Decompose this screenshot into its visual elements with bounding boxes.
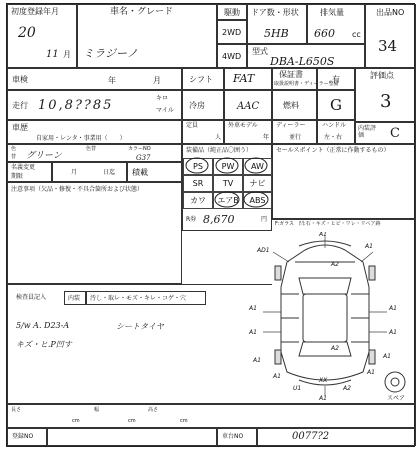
inspector-note-1: 5/w A. D23-A — [16, 321, 70, 330]
ac-label: 冷房 — [189, 101, 205, 110]
circle-pw — [216, 158, 238, 173]
equip-airbag: エアB — [213, 192, 243, 209]
capacity-cell — [182, 120, 224, 144]
ac-value-cell — [224, 90, 272, 120]
capacity-label: 定員 — [186, 122, 199, 129]
fuel-label-cell — [272, 90, 317, 120]
displacement-cell — [307, 4, 365, 44]
equipment-label: 装備品（純正品〇囲う） — [186, 147, 253, 154]
warranty-cell — [272, 68, 339, 90]
ac-value: AAC — [237, 101, 260, 112]
drive-2wd-label: 2WD — [222, 28, 242, 37]
interior-value: C — [390, 126, 400, 141]
inspector-cat-damage — [86, 291, 206, 305]
doc-change-label: 名義変更 — [11, 164, 36, 171]
history-cell — [7, 120, 182, 144]
mile-unit: マイル — [156, 107, 174, 114]
score-label: 評価点 — [370, 71, 394, 80]
ext-model-label: 外車モデル — [228, 122, 258, 129]
mark-5: A1 — [249, 305, 257, 312]
diagram-legend: F:ガラス 凹:石・キズ・ヒビ・ワレ・リペア跡 — [275, 221, 381, 227]
recycle-value: 8,670 — [203, 213, 235, 226]
reg-no-label-cell — [7, 428, 47, 446]
rear-glass — [299, 342, 351, 356]
height-label: 高さ — [148, 407, 159, 413]
fuel-value: G — [330, 96, 342, 114]
handle-cell — [317, 120, 355, 144]
shift-label-cell — [182, 68, 224, 90]
sales-point-cell — [272, 144, 416, 219]
body-outline — [281, 245, 369, 380]
mark-13: XX — [319, 377, 328, 384]
car-name-value: ミラジーノ — [83, 47, 138, 60]
remarks-label: 注意事項（欠品・修復・不具合箇所および状態） — [11, 186, 144, 193]
mark-4: A2 — [331, 345, 339, 352]
ac-label-cell — [182, 90, 224, 120]
spare-hub — [391, 378, 399, 386]
ext-model-unit: 年 — [263, 134, 270, 141]
fuel-label: 燃料 — [283, 101, 299, 110]
surplus-cell — [127, 162, 182, 182]
drive-label: 駆動 — [224, 8, 240, 17]
color-no-label: カラーNO — [128, 146, 151, 152]
warranty-yes: 有 — [332, 75, 340, 84]
dimensions-row — [7, 404, 416, 428]
spare-tire — [385, 372, 405, 392]
recycle-label: R券 — [186, 216, 197, 223]
shift-label: シフト — [189, 75, 213, 84]
repaint-label: 色替 — [86, 146, 97, 152]
car-name-label: 車名・グレード — [110, 7, 174, 17]
color-value: グリーン — [26, 151, 62, 161]
shaken-label: 車検 — [12, 75, 28, 84]
inspector-note-3: キズ・ヒ.P凹す — [16, 340, 72, 349]
mark-3: A2 — [331, 261, 339, 268]
first-reg-month: 11 — [46, 49, 59, 60]
wheel-rl — [275, 350, 281, 364]
mark-16: A1 — [319, 395, 327, 402]
equip-abs: ABS — [243, 192, 272, 209]
mileage-cell — [7, 90, 182, 120]
mark-2: AD1 — [257, 247, 270, 254]
equipment-circles — [182, 144, 272, 231]
first-reg-year: 20 — [18, 25, 36, 41]
equip-sr: SR — [183, 175, 213, 192]
first-reg-month-unit: 月 — [63, 50, 71, 59]
dealer-value: 並行 — [289, 134, 302, 141]
interior-box — [355, 122, 416, 144]
shaken-month-unit: 月 — [153, 76, 161, 85]
ext-model-cell — [224, 120, 272, 144]
warranty-value-cell — [317, 68, 355, 90]
color-no-value: G37 — [136, 154, 151, 162]
equip-aw: AW — [243, 158, 272, 175]
length-label: 長さ — [11, 407, 22, 413]
model-cell — [247, 44, 365, 68]
doc-change-label-cell — [7, 162, 52, 182]
mark-8: A1 — [389, 329, 397, 336]
recycle-unit: 円 — [261, 216, 268, 223]
shaken-year-unit: 年 — [108, 76, 116, 85]
inspector-note-2: シートタイヤ — [116, 322, 164, 331]
length-unit: cm — [72, 418, 80, 424]
doc-change-deadline: 期限 — [11, 173, 24, 180]
inspector-label: 検査員記入 — [16, 294, 47, 301]
doc-change-date-cell — [52, 162, 127, 182]
car-name-cell — [77, 4, 217, 68]
mark-7: A1 — [249, 329, 257, 336]
circle-aw — [245, 158, 267, 173]
reg-no-label: 登録NO — [12, 433, 34, 440]
first-reg-label: 初度登録年月 — [11, 7, 59, 16]
mark-6: A1 — [389, 305, 397, 312]
color-sub: 替 — [11, 154, 17, 160]
interior-label: 内装評価 — [358, 125, 377, 139]
spare-label: スペア — [387, 395, 406, 402]
capacity-unit: 人 — [215, 134, 222, 141]
mark-14: U1 — [293, 385, 302, 392]
door-value: 5HB — [264, 27, 289, 40]
fuel-value-cell — [317, 90, 355, 120]
warranty-sub: 取扱説明書・ディーラー整備 — [274, 81, 339, 87]
score-box — [355, 68, 416, 122]
dealer-label: ディーラー — [276, 122, 306, 129]
warranty-label: 保証書 — [279, 70, 303, 79]
lot-value: 34 — [378, 37, 398, 55]
chassis-label-cell — [217, 428, 257, 446]
width-unit: cm — [128, 418, 136, 424]
inspector-cat-damage-text: 汚し・取レ・モズ・キレ・コゲ・穴 — [90, 295, 186, 302]
roof-panel — [303, 294, 347, 342]
color-cell — [7, 144, 182, 162]
displacement-value: 660 — [314, 27, 335, 40]
auction-sheet — [6, 3, 415, 447]
lot-label: 出品NO — [376, 8, 405, 17]
mark-1: A1 — [365, 243, 373, 250]
circle-abs — [244, 192, 268, 207]
equip-ps: PS — [183, 158, 213, 175]
dealer-cell — [272, 120, 317, 144]
circle-ps — [186, 158, 208, 173]
displacement-unit: cc — [352, 30, 361, 39]
mark-10: A1 — [383, 353, 391, 360]
door-cell — [247, 4, 307, 44]
km-unit: キロ — [156, 95, 169, 102]
left-doors — [281, 294, 299, 342]
mileage-label: 走行 — [12, 101, 28, 110]
doc-change-month: 月 — [71, 169, 78, 176]
drive-4wd-label: 4WD — [222, 52, 242, 61]
mileage-value: 10,8??85 — [38, 98, 114, 113]
color-label: 色 — [11, 146, 17, 152]
sales-point-label: セールスポイント（正常に作動するもの） — [276, 147, 390, 154]
windshield — [299, 278, 351, 294]
mark-15: A2 — [343, 385, 351, 392]
chassis-value: 0077?2 — [292, 431, 330, 442]
handle-label: ハンドル — [322, 122, 347, 129]
width-label: 幅 — [94, 407, 100, 413]
chassis-label: 車台NO — [222, 433, 244, 440]
doc-change-day: 日迄 — [103, 169, 116, 176]
mark-0: A1 — [319, 232, 327, 238]
mark-9: A1 — [253, 357, 261, 364]
first-reg-cell — [7, 4, 77, 68]
chassis-value-cell — [257, 428, 416, 446]
model-label: 型式 — [252, 47, 268, 56]
right-doors — [351, 294, 369, 342]
mark-12: A1 — [367, 369, 375, 376]
remarks-cell — [7, 182, 182, 284]
equip-leather: カワ — [183, 192, 213, 209]
drive-2wd — [217, 20, 247, 44]
model-value: DBA-L650S — [270, 55, 335, 68]
shaken-cell — [7, 68, 182, 90]
inspector-cat-interior-text: 内装 — [68, 295, 81, 302]
inspector-cell — [7, 284, 272, 404]
equip-navi: ナビ — [243, 175, 272, 192]
history-options: 自家用・レンタ・事業用（ ） — [36, 135, 126, 142]
inspector-cat-interior — [64, 291, 86, 305]
score-value: 3 — [380, 91, 392, 112]
surplus-label: 積載 — [132, 168, 148, 177]
mark-11: A1 — [273, 373, 281, 380]
equip-pw: PW — [213, 158, 243, 175]
drive-4wd — [217, 44, 247, 68]
wheel-fr — [369, 266, 375, 280]
lot-cell — [365, 4, 416, 68]
wheel-fl — [275, 266, 281, 280]
door-label: ドア数・形状 — [251, 8, 299, 17]
drive-header — [217, 4, 247, 20]
shift-value-cell — [224, 68, 272, 90]
handle-value: 左・右 — [324, 134, 343, 141]
circle-airbag — [215, 192, 239, 207]
shift-value: FAT — [233, 72, 255, 85]
wheel-rr — [369, 350, 375, 364]
equip-tv: TV — [213, 175, 243, 192]
height-unit: cm — [180, 418, 188, 424]
history-label: 車歴 — [12, 123, 28, 132]
reg-no-value-cell — [47, 428, 217, 446]
displacement-label: 排気量 — [320, 8, 344, 17]
